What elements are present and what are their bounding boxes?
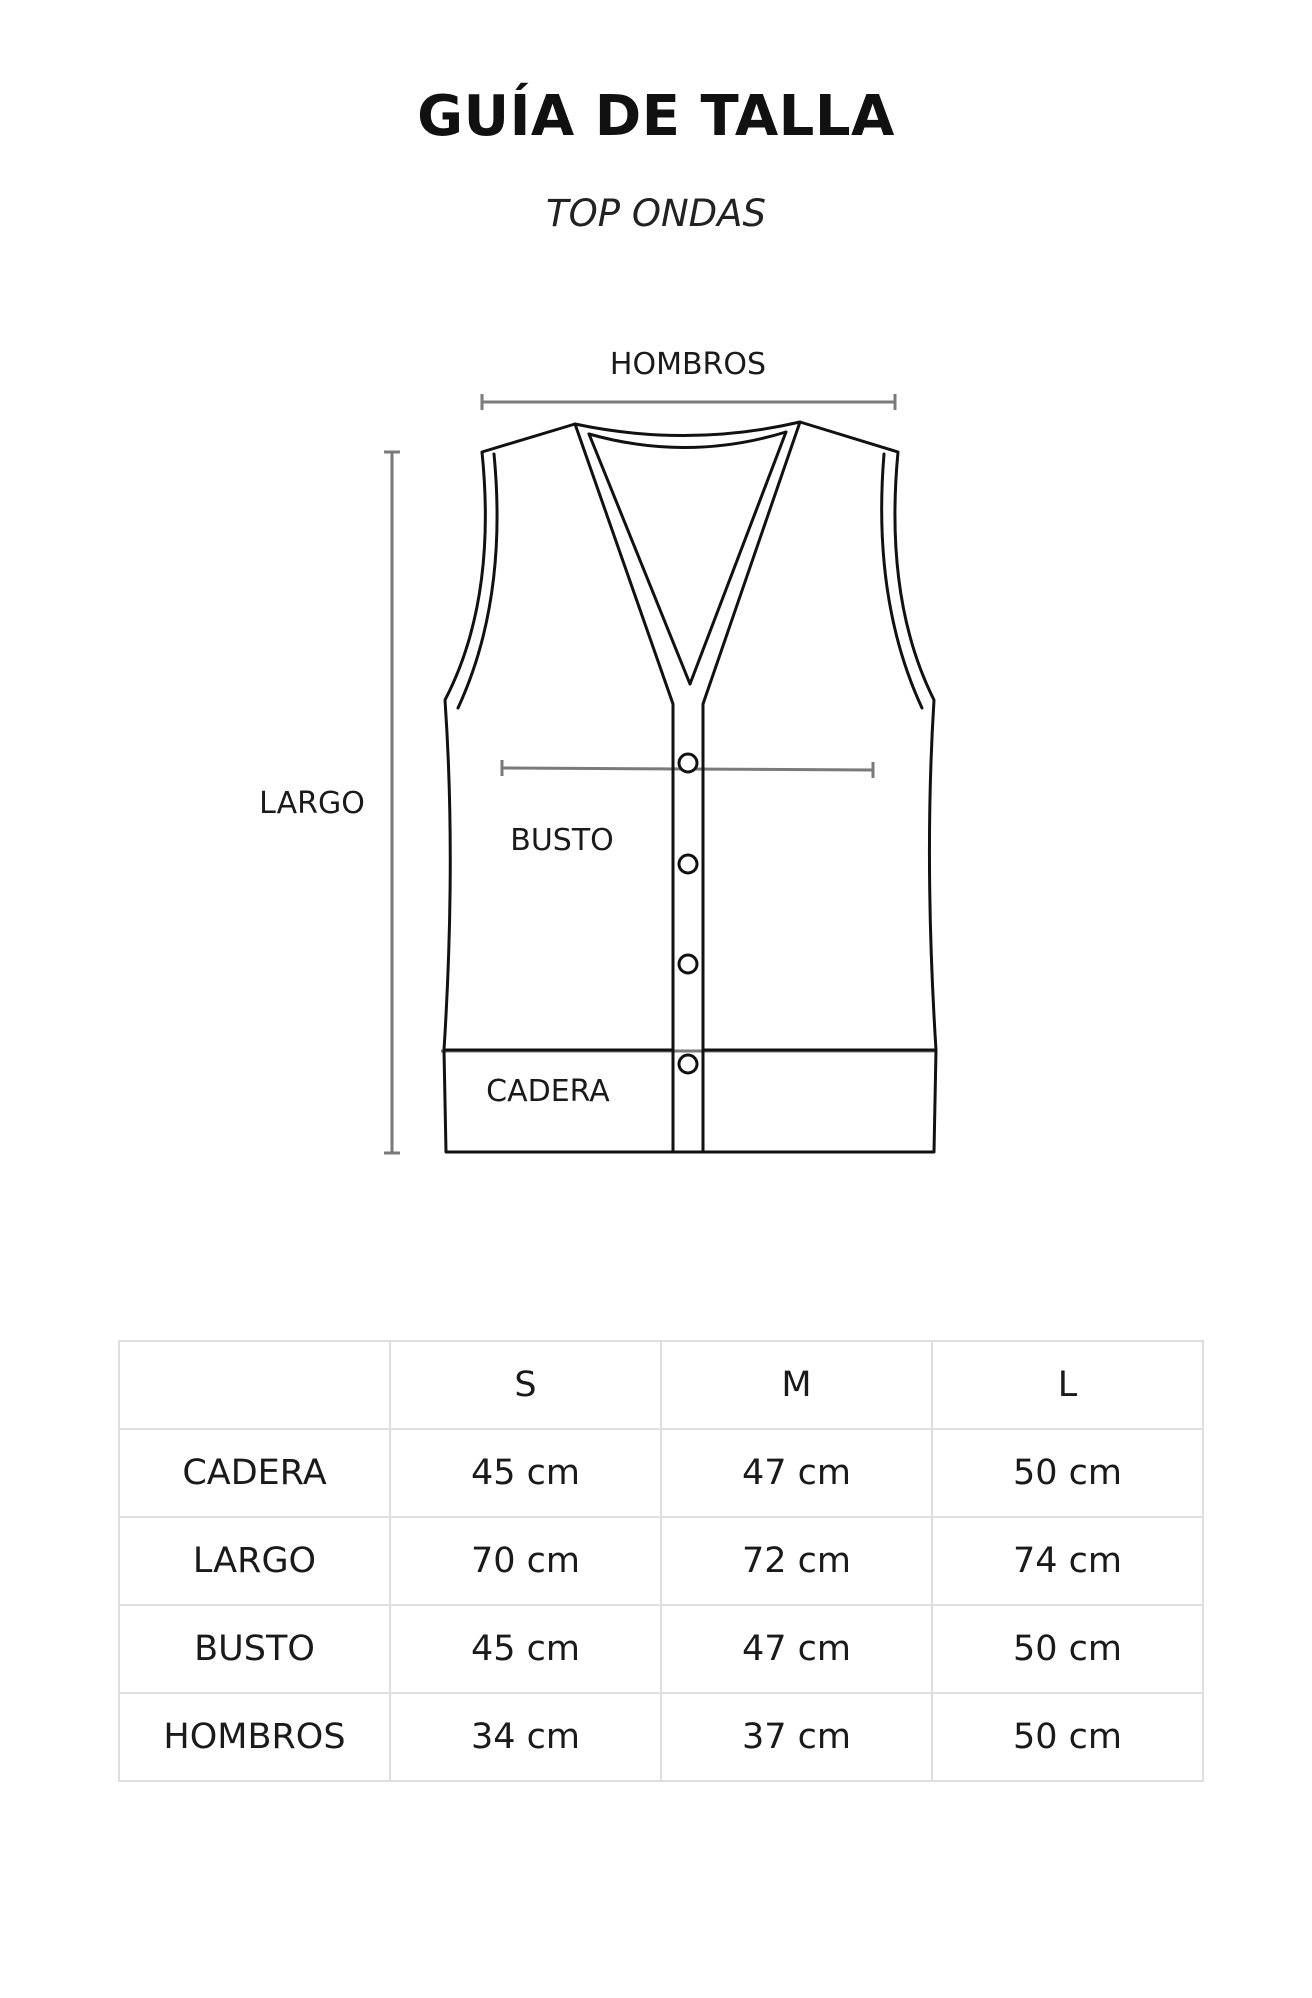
table-cell: 72 cm [661, 1517, 932, 1605]
table-cell: 74 cm [932, 1517, 1203, 1605]
table-cell: 34 cm [390, 1693, 661, 1781]
row-label: LARGO [119, 1517, 390, 1605]
size-table [118, 1340, 1204, 1782]
table-row [119, 1517, 1203, 1605]
row-label: BUSTO [119, 1605, 390, 1693]
table-cell: 37 cm [661, 1693, 932, 1781]
label-busto: BUSTO [510, 823, 614, 858]
label-hombros: HOMBROS [609, 347, 767, 382]
page-title: GUÍA DE TALLA [417, 84, 895, 149]
table-row [119, 1693, 1203, 1781]
table-cell: 45 cm [390, 1429, 661, 1517]
table-cell: 50 cm [932, 1429, 1203, 1517]
product-name: TOP ONDAS [546, 192, 766, 235]
table-cell: 45 cm [390, 1605, 661, 1693]
row-label: HOMBROS [119, 1693, 390, 1781]
table-header-empty [119, 1341, 390, 1429]
table-row [119, 1605, 1203, 1693]
measurement-lines [384, 394, 936, 1153]
table-cell: 70 cm [390, 1517, 661, 1605]
vest-outline [444, 422, 936, 1152]
table-row [119, 1429, 1203, 1517]
label-largo: LARGO [259, 786, 365, 821]
row-label: CADERA [119, 1429, 390, 1517]
button-3 [679, 955, 697, 973]
button-4 [679, 1055, 697, 1073]
table-header-m: M [661, 1341, 932, 1429]
table-header-row [119, 1341, 1203, 1429]
table-cell: 50 cm [932, 1693, 1203, 1781]
table-header-l: L [932, 1341, 1203, 1429]
button-1 [679, 754, 697, 772]
button-2 [679, 855, 697, 873]
vest-buttons [679, 754, 697, 1073]
table-cell: 47 cm [661, 1605, 932, 1693]
table-cell: 50 cm [932, 1605, 1203, 1693]
table-header-s: S [390, 1341, 661, 1429]
label-cadera: CADERA [486, 1074, 610, 1109]
table-cell: 47 cm [661, 1429, 932, 1517]
